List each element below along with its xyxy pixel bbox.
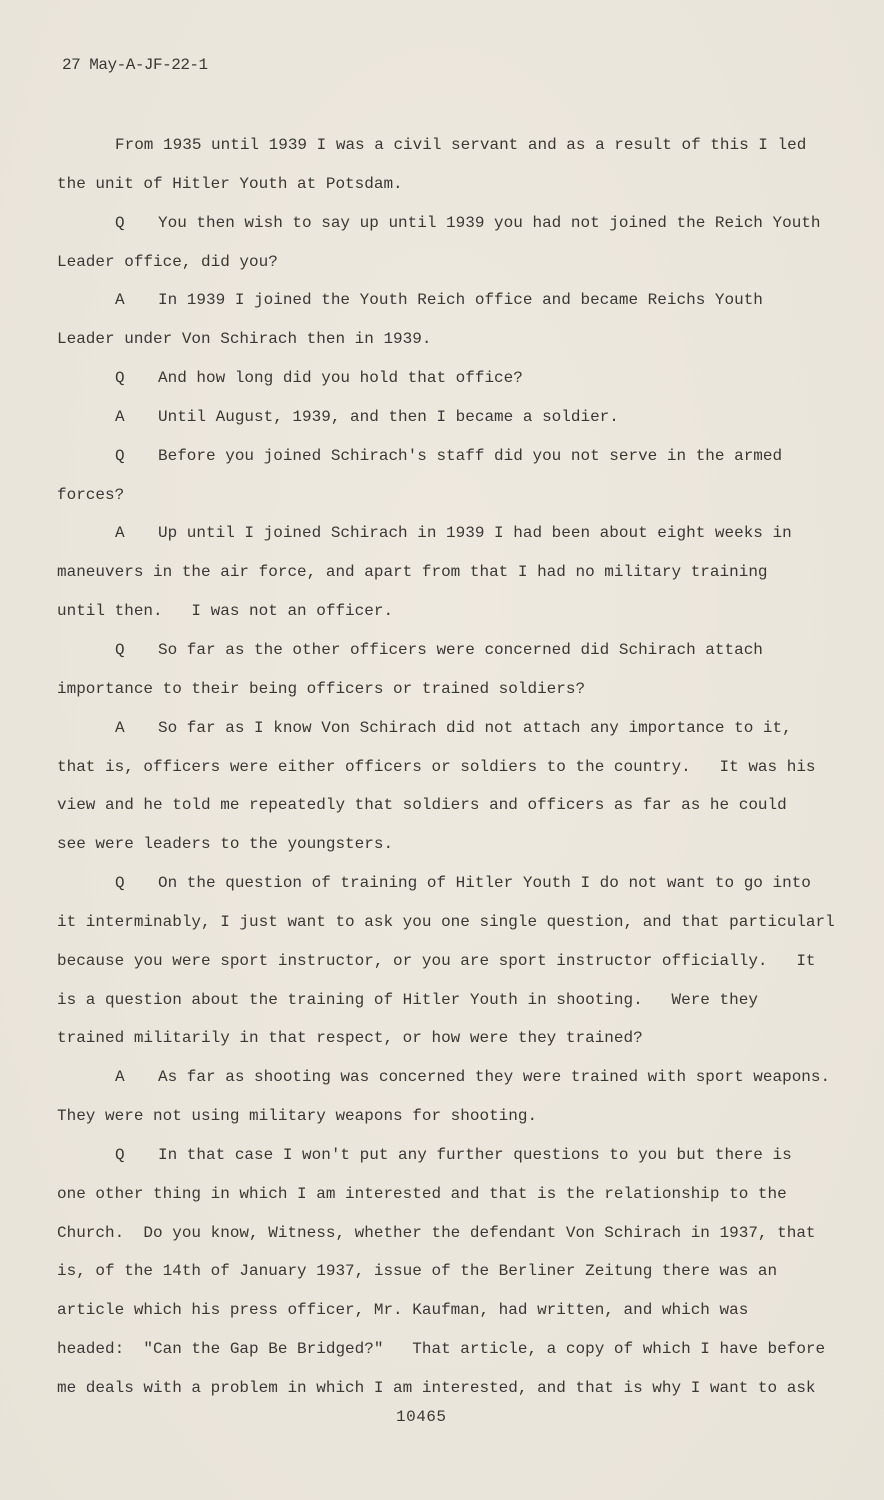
question-line bbox=[57, 364, 857, 403]
text-line: Leader office, did you? bbox=[57, 252, 278, 271]
text-line: trained militarily in that respect, or how were they trained? bbox=[57, 1029, 643, 1048]
line-text: You then wish to say up until 1939 you had not joined the Reich Youth bbox=[158, 213, 821, 232]
text-line: They were not using military weapons for shooting. bbox=[57, 1107, 538, 1126]
text-line: me deals with a problem in which I am interested, and that is why I want to ask bbox=[57, 1379, 816, 1397]
speaker-marker: Q bbox=[115, 1145, 125, 1164]
text-line: one other thing in which I am interested and that is the relationship to the bbox=[57, 1184, 787, 1203]
question-line bbox=[57, 442, 857, 481]
text-line: the unit of Hitler Youth at Potsdam. bbox=[57, 174, 403, 193]
text-line: that is, officers were either officers or soldiers to the country. It was his bbox=[57, 757, 816, 776]
text-line: headed: "Can the Gap Be Bridged?" That article, a copy of which I have before bbox=[57, 1340, 826, 1359]
text-line: forces? bbox=[57, 485, 125, 504]
line-text: So far as I know Von Schirach did not attach any importance to it, bbox=[158, 718, 792, 737]
text-line: Church. Do you know, Witness, whether the defendant Von Schirach in 1937, that bbox=[57, 1223, 816, 1242]
speaker-marker: Q bbox=[115, 874, 125, 893]
text-line: view and he told me repeatedly that soldiers and officers as far as he could bbox=[57, 796, 787, 815]
question-line bbox=[57, 869, 857, 908]
line-text: In that case I won't put any further questions to you but there is bbox=[158, 1145, 792, 1164]
text-line: Leader under Von Schirach then in 1939. bbox=[57, 330, 432, 349]
speaker-marker: A bbox=[115, 718, 125, 737]
question-line bbox=[57, 1141, 857, 1180]
speaker-marker: A bbox=[115, 1068, 125, 1087]
text-line: importance to their being officers or trained soldiers? bbox=[57, 679, 586, 698]
line-text: So far as the other officers were concerned did Schirach attach bbox=[158, 640, 763, 659]
text-line: article which his press officer, Mr. Kaufman, had written, and which was bbox=[57, 1301, 749, 1320]
text-line: until then. I was not an officer. bbox=[57, 602, 394, 621]
text-line: is a question about the training of Hitler Youth in shooting. Were they bbox=[57, 990, 758, 1009]
speaker-marker: A bbox=[115, 524, 125, 543]
line-text: Until August, 1939, and then I became a soldier. bbox=[158, 407, 619, 426]
speaker-marker: Q bbox=[115, 446, 125, 465]
speaker-marker: Q bbox=[115, 640, 125, 659]
speaker-marker: Q bbox=[115, 369, 125, 388]
question-line bbox=[57, 636, 857, 675]
text-line: see were leaders to the youngsters. bbox=[57, 835, 394, 854]
document-reference-header: 27 May-A-JF-22-1 bbox=[62, 56, 208, 74]
line-text: On the question of training of Hitler Youth I do not want to go into bbox=[158, 874, 811, 893]
answer-line bbox=[57, 1063, 857, 1102]
question-line bbox=[57, 209, 857, 248]
answer-line bbox=[57, 286, 857, 325]
answer-line bbox=[57, 519, 857, 558]
text-line: maneuvers in the air force, and apart from that I had no military training bbox=[57, 563, 768, 582]
text-line: because you were sport instructor, or you are sport instructor officially. It bbox=[57, 951, 816, 970]
line-text: Up until I joined Schirach in 1939 I had been about eight weeks in bbox=[158, 524, 792, 543]
speaker-marker: A bbox=[115, 407, 125, 426]
transcript-body bbox=[57, 131, 857, 1413]
answer-line bbox=[57, 714, 857, 753]
line-text: As far as shooting was concerned they were trained with sport weapons. bbox=[158, 1068, 831, 1087]
text-line: is, of the 14th of January 1937, issue of the Berliner Zeitung there was an bbox=[57, 1262, 778, 1281]
answer-line bbox=[57, 403, 857, 442]
speaker-marker: A bbox=[115, 291, 125, 310]
page-number: 10465 bbox=[396, 1408, 447, 1426]
line-text: Before you joined Schirach's staff did you not serve in the armed bbox=[158, 446, 783, 465]
line-text: In 1939 I joined the Youth Reich office and became Reichs Youth bbox=[158, 291, 763, 310]
text-line: From 1935 until 1939 I was a civil servant and as a result of this I led bbox=[115, 136, 807, 154]
line-text: And how long did you hold that office? bbox=[158, 369, 523, 388]
speaker-marker: Q bbox=[115, 213, 125, 232]
text-line: it interminably, I just want to ask you one single question, and that particularl bbox=[57, 912, 835, 931]
